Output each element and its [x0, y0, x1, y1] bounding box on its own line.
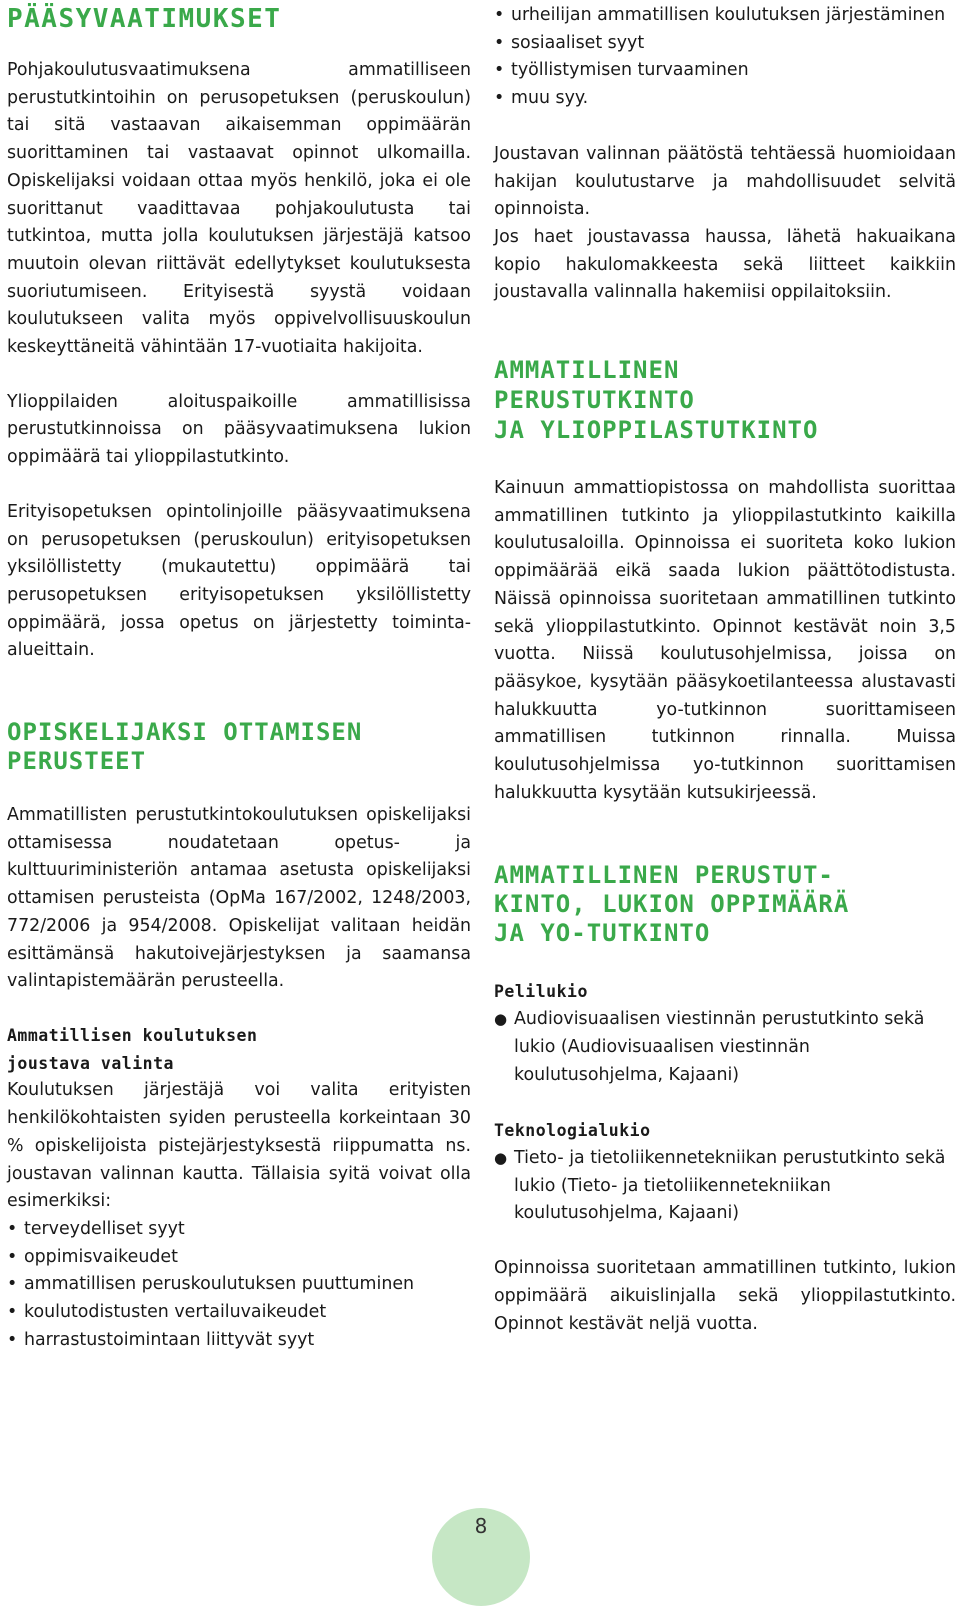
heading-line: KINTO, LUKION OPPIMÄÄRÄ	[494, 890, 850, 919]
page-number: 8	[474, 1514, 488, 1538]
heading-line: PERUSTUTKINTO	[494, 386, 695, 415]
paragraph-erityisopetus: Erityisopetuksen opintolinjoille pääsyvaatimuksena on perusopetuksen (peruskoulun) erityisopetuksen yksilöllistetty (mukautettu) oppimäärä tai perusopetuksen erityisopetuksen yksilöllistetty oppimäärä, jossa opetus on järjestetty toiminta-alueittain.	[7, 501, 471, 661]
list-item: • sosiaaliset syyt	[494, 30, 956, 58]
list-item: • oppimisvaikeudet	[7, 1244, 471, 1272]
left-column	[7, 0, 471, 1354]
reasons-list-continued	[494, 2, 956, 113]
list-item: • ammatillisen peruskoulutuksen puuttuminen	[7, 1271, 471, 1299]
subheading-line: joustava valinta	[7, 1053, 174, 1073]
subheading-pelilukio: Pelilukio	[494, 982, 588, 1002]
heading-paasyvaatimukset: PÄÄSYVAATIMUKSET	[7, 4, 282, 34]
heading-line: JA YO-TUTKINTO	[494, 919, 711, 948]
reasons-list	[7, 1216, 471, 1355]
paragraph-kainuun-ammattiopisto: Kainuun ammattiopistossa on mahdollista suorittaa ammatillinen tutkinto ja ylioppilastutkinto kaikilla koulutusaloilla. Opinnoissa ei suoriteta koko lukion oppimäärää eikä saada lukion päättötodistusta. Näissä opinnoissa suoritetaan ammatillinen tutkinto sekä ylioppilastutkinto. Opinnot kestävät noin 3,5 vuotta. Niissä koulutusohjelmissa, joissa on pääsykoe, kysytään pääsykoetilanteessa alustavasti halukkuutta yo-tutkinnon suorittamiseen ammatillisen tutkinnon rinnalla. Muissa koulutusohjelmissa yo-tutkinnon suorittamisen halukkuutta kysytään kutsukirjeessä.	[494, 478, 956, 803]
list-item: • terveydelliset syyt	[7, 1216, 471, 1244]
teknologialukio-list	[494, 1145, 956, 1228]
heading-line: OPISKELIJAKSI OTTAMISEN	[7, 718, 363, 747]
paragraph-ylioppilaat: Ylioppilaiden aloituspaikoille ammatillisissa perustutkinnoissa on pääsyvaatimuksena lukion oppimäärä tai ylioppilastutkinto.	[7, 391, 471, 468]
heading-perustutkinto-lukion-oppimaara	[494, 861, 956, 948]
list-item: ● Tieto- ja tietoliikennetekniikan perustutkinto sekä lukio (Tieto- ja tietoliikennetekniikan koulutusohjelma, Kajaani)	[494, 1145, 956, 1228]
list-item: • koulutodistusten vertailuvaikeudet	[7, 1299, 471, 1327]
subheading-line: Ammatillisen koulutuksen	[7, 1025, 258, 1045]
heading-ammatillinen-ja-ylioppilastutkinto	[494, 355, 956, 445]
paragraph-opinnot-nelja-vuotta: Opinnoissa suoritetaan ammatillinen tutkinto, lukion oppimäärä aikuislinjalla sekä ylioppilastutkinto. Opinnot kestävät neljä vuotta.	[494, 1258, 956, 1334]
paragraph-joustavan-valinnan-paatos: Joustavan valinnan päätöstä tehtäessä huomioidaan hakijan koulutustarve ja mahdollisuudet selvitä opinnoista.	[494, 143, 956, 220]
list-item: • harrastustoimintaan liittyvät syyt	[7, 1327, 471, 1355]
heading-line: AMMATILLINEN	[494, 356, 680, 385]
list-item: ● Audiovisuaalisen viestinnän perustutkinto sekä lukio (Audiovisuaalisen viestinnän koulutusohjelma, Kajaani)	[494, 1006, 956, 1089]
paragraph-opiskelijaksi-ottaminen: Ammatillisten perustutkintokoulutuksen opiskelijaksi ottamisessa noudatetaan opetus- ja kulttuuriministeriön antamaa asetusta opiskelijaksi ottamisen perusteista (OpMa 167/2002, 1248/2003, 772/2006 ja 954/2008. Opiskelijat valitaan heidän esittämänsä hakutoivejärjestyksen ja saamansa valintapistemäärän perusteella.	[7, 805, 471, 992]
paragraph-joustava-valinta: Koulutuksen järjestäjä voi valita erityisten henkilökohtaisten syiden perusteella korkeintaan 30 % opiskelijoista pistejärjestyksestä riippumatta ns. joustavan valinnan kautta. Tällaisia syitä voivat olla esimerkiksi:	[7, 1080, 471, 1212]
list-item: • työllistymisen turvaaminen	[494, 57, 956, 85]
heading-line: AMMATILLINEN PERUSTUT-	[494, 861, 834, 890]
pelilukio-list	[494, 1006, 956, 1089]
heading-line: JA YLIOPPILASTUTKINTO	[494, 416, 819, 445]
list-item: • urheilijan ammatillisen koulutuksen järjestäminen	[494, 2, 956, 30]
heading-opiskelijaksi-ottamisen-perusteet	[7, 718, 471, 776]
paragraph-pohjakoulutus: Pohjakoulutusvaatimuksena ammatilliseen perustutkintoihin on perusopetuksen (peruskoulun) tai sitä vastaavan aikaisemman oppimäärän suorittaminen tai vastaavat opinnot ulkomailla. Opiskelijaksi voidaan ottaa myös henkilö, joka ei ole suorittanut vaadittavaa pohjakoulutusta tai tutkintoa, mutta jolla koulutuksen järjestäjä katsoo muutoin olevan riittävät edellytykset koulutuksesta suoriutumiseen. Erityisestä syystä voidaan koulutukseen valita myös oppivelvollisuuskoulun keskeyttäneitä vähintään 17-vuotiaita hakijoita.	[7, 60, 471, 358]
subheading-teknologialukio: Teknologialukio	[494, 1121, 651, 1141]
right-column	[494, 0, 956, 1338]
heading-line: PERUSTEET	[7, 747, 147, 776]
subheading-joustava-valinta	[7, 1022, 471, 1077]
list-item: • muu syy.	[494, 85, 956, 113]
paragraph-joustava-haku: Jos haet joustavassa haussa, lähetä hakuaikana kopio hakulomakkeesta sekä liitteet kaikkiin joustavalla valinnalla hakemiisi oppilaitoksiin.	[494, 226, 956, 303]
